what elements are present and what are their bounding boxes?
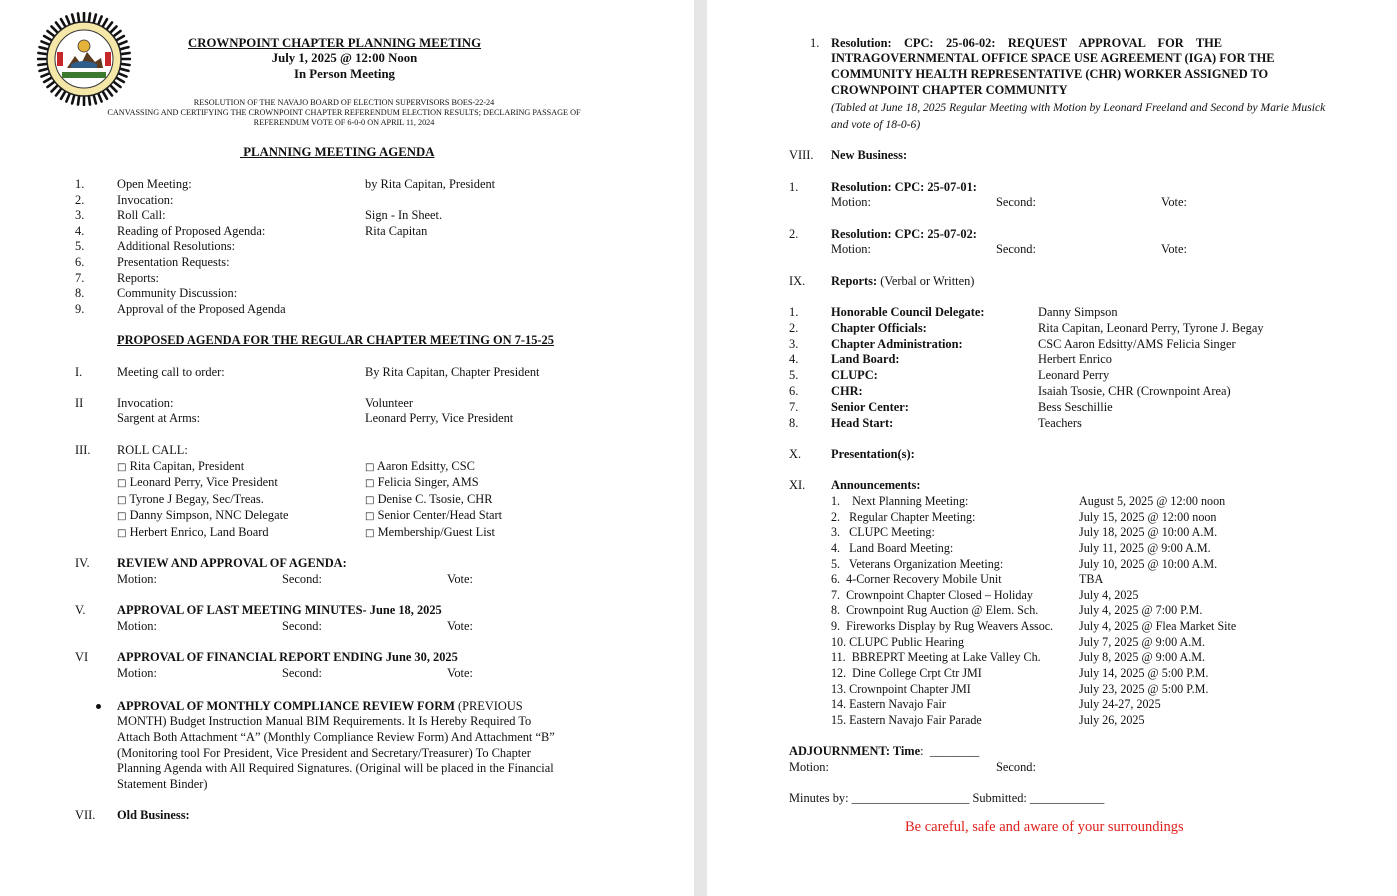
item-number: 4. xyxy=(789,352,799,366)
checkbox-icon[interactable]: □ xyxy=(365,528,375,539)
roll-call-item[interactable] xyxy=(117,475,278,492)
second-label: Second: xyxy=(282,666,322,680)
roll-call-item[interactable] xyxy=(365,492,492,509)
roll-call-item[interactable] xyxy=(117,492,264,509)
checkbox-icon[interactable]: □ xyxy=(365,511,375,522)
section-label: Invocation: xyxy=(117,396,174,410)
section-title: APPROVAL OF FINANCIAL REPORT ENDING June 30, 2025 xyxy=(117,650,458,664)
item-number: 4. xyxy=(75,224,85,238)
item-number: 5. xyxy=(75,239,85,253)
announcement-label: 11. BBREPRT Meeting at Lake Valley Ch. xyxy=(831,650,1041,664)
item-label: Open Meeting: xyxy=(117,177,192,191)
roll-call-item[interactable] xyxy=(117,525,269,542)
resolution-line: COMMUNITY HEALTH REPRESENTATIVE (CHR) WORKER ASSIGNED TO xyxy=(831,67,1269,81)
checkbox-icon[interactable]: □ xyxy=(365,495,375,506)
section-label: ROLL CALL: xyxy=(117,443,188,457)
tabled-note-line: and vote of 18-0-6) xyxy=(831,118,921,131)
meeting-title: CROWNPOINT CHAPTER PLANNING MEETING xyxy=(188,36,482,50)
announcement-value: TBA xyxy=(1079,572,1104,586)
document-page-right xyxy=(707,0,1397,896)
roll-call-name: Danny Simpson, NNC Delegate xyxy=(129,508,289,522)
announcement-label: 5. Veterans Organization Meeting: xyxy=(831,557,1004,571)
bullet-icon xyxy=(96,704,101,709)
item-number: 1. xyxy=(810,36,820,50)
checkbox-icon[interactable]: □ xyxy=(117,478,127,489)
roll-call-name: Membership/Guest List xyxy=(377,525,495,539)
item-label: Community Discussion: xyxy=(117,286,238,300)
section-number: VI xyxy=(75,650,89,664)
vote-label: Vote: xyxy=(1161,195,1187,209)
section-number: V. xyxy=(75,603,86,617)
item-label: Additional Resolutions: xyxy=(117,239,236,253)
report-value: Rita Capitan, Leonard Perry, Tyrone J. Begay xyxy=(1038,321,1264,335)
announcement-value: July 23, 2025 @ 5:00 P.M. xyxy=(1079,682,1209,696)
roll-call-item[interactable] xyxy=(117,508,289,525)
item-number: 2. xyxy=(75,193,85,207)
roll-call-name: Herbert Enrico, Land Board xyxy=(129,525,269,539)
announcement-value: July 14, 2025 @ 5:00 P.M. xyxy=(1079,666,1209,680)
section-number: III. xyxy=(75,443,91,457)
paragraph-line: MONTH) Budget Instruction Manual BIM Requirements. It Is Hereby Required To xyxy=(117,714,532,728)
announcement-value: July 7, 2025 @ 9:00 A.M. xyxy=(1079,635,1206,649)
roll-call-name: Senior Center/Head Start xyxy=(377,508,503,522)
document-page-left xyxy=(0,0,694,896)
section-number: VIII. xyxy=(789,148,814,162)
announcement-label: 2. Regular Chapter Meeting: xyxy=(831,510,976,524)
motion-label: Motion: xyxy=(117,666,157,680)
roll-call-item[interactable] xyxy=(365,459,475,476)
announcement-label: 14. Eastern Navajo Fair xyxy=(831,697,946,711)
adjournment-time-blank: : ________ xyxy=(920,744,980,758)
item-label: Roll Call: xyxy=(117,208,166,222)
second-label: Second: xyxy=(996,760,1036,774)
item-label: Presentation Requests: xyxy=(117,255,230,269)
roll-call-name: Denise C. Tsosie, CHR xyxy=(377,492,493,506)
section-number: II xyxy=(75,396,84,410)
section-title: Announcements: xyxy=(831,478,921,492)
section-value: By Rita Capitan, Chapter President xyxy=(365,365,540,379)
resolution-line-1: RESOLUTION OF THE NAVAJO BOARD OF ELECTION SUPERVISORS BOES-22-24 xyxy=(193,98,495,107)
report-value: Danny Simpson xyxy=(1038,305,1118,319)
section-title: Old Business: xyxy=(117,808,190,822)
planning-agenda-title: PLANNING MEETING AGENDA xyxy=(240,145,435,159)
adjournment-label: ADJOURNMENT: Time xyxy=(789,744,921,758)
item-number: 2. xyxy=(789,227,799,241)
second-label: Second: xyxy=(282,572,322,586)
second-label: Second: xyxy=(996,195,1036,209)
item-number: 1. xyxy=(789,180,799,194)
roll-call-item[interactable] xyxy=(365,508,502,525)
announcement-value: July 10, 2025 @ 10:00 A.M. xyxy=(1079,557,1218,571)
report-label: Chapter Administration: xyxy=(831,337,963,351)
section-number: IV. xyxy=(75,556,90,570)
section-title: Presentation(s): xyxy=(831,447,915,461)
item-label: Approval of the Proposed Agenda xyxy=(117,302,286,316)
announcement-value: July 18, 2025 @ 10:00 A.M. xyxy=(1079,525,1218,539)
item-number: 3. xyxy=(789,337,799,351)
paragraph-line xyxy=(117,699,523,715)
announcement-label: 8. Crownpoint Rug Auction @ Elem. Sch. xyxy=(831,603,1039,617)
motion-label: Motion: xyxy=(117,619,157,633)
motion-label: Motion: xyxy=(831,242,871,256)
roll-call-name: Felicia Singer, AMS xyxy=(377,475,479,489)
item-number: 6. xyxy=(75,255,85,269)
announcement-value: July 15, 2025 @ 12:00 noon xyxy=(1079,510,1217,524)
resolution-title: Resolution: CPC: 25-07-02: xyxy=(831,227,977,241)
report-label: Senior Center: xyxy=(831,400,909,414)
checkbox-icon[interactable]: □ xyxy=(117,511,127,522)
meeting-date-time: July 1, 2025 @ 12:00 Noon xyxy=(271,51,418,65)
report-label: Land Board: xyxy=(831,352,900,366)
item-number: 6. xyxy=(789,384,799,398)
announcement-label: 15. Eastern Navajo Fair Parade xyxy=(831,713,982,727)
resolution-line: Resolution: CPC: 25-06-02: REQUEST APPROVAL FOR THE xyxy=(831,36,1223,50)
section-title: New Business: xyxy=(831,148,908,162)
item-number: 7. xyxy=(789,400,799,414)
vote-label: Vote: xyxy=(1161,242,1187,256)
announcement-value: July 26, 2025 xyxy=(1079,713,1145,727)
item-number: 9. xyxy=(75,302,85,316)
tabled-note-line: (Tabled at June 18, 2025 Regular Meeting with Motion by Leonard Freeland and Second by Marie Musick xyxy=(831,101,1326,114)
second-label: Second: xyxy=(996,242,1036,256)
motion-label: Motion: xyxy=(831,195,871,209)
roll-call-item[interactable] xyxy=(365,475,479,492)
announcement-value: July 4, 2025 xyxy=(1079,588,1139,602)
checkbox-icon[interactable]: □ xyxy=(365,478,375,489)
safety-footer: Be careful, safe and aware of your surroundings xyxy=(905,819,1184,835)
announcement-value: July 24-27, 2025 xyxy=(1079,697,1161,711)
resolution-line-3: REFERENDUM VOTE OF 6-0-0 ON APRIL 11, 2024 xyxy=(253,118,435,127)
reports-title: Reports: xyxy=(831,274,878,288)
reports-suffix: (Verbal or Written) xyxy=(877,274,975,288)
announcement-label: 9. Fireworks Display by Rug Weavers Assoc. xyxy=(831,619,1054,633)
proposed-agenda-title: PROPOSED AGENDA FOR THE REGULAR CHAPTER MEETING ON 7-15-25 xyxy=(117,333,554,347)
paragraph-line: (Monitoring tool For President, Vice President and Secretary/Treasurer) To Chapter xyxy=(117,746,531,760)
section-number: XI. xyxy=(789,478,806,492)
section-label: Sargent at Arms: xyxy=(117,411,201,425)
checkbox-icon[interactable]: □ xyxy=(117,528,127,539)
item-value: Rita Capitan xyxy=(365,224,428,238)
item-number: 7. xyxy=(75,271,85,285)
roll-call-item[interactable] xyxy=(117,459,244,476)
report-label: Honorable Council Delegate: xyxy=(831,305,985,319)
resolution-line: CROWNPOINT CHAPTER COMMUNITY xyxy=(831,83,1068,97)
item-number: 8. xyxy=(789,416,799,430)
roll-call-name: Leonard Perry, Vice President xyxy=(129,475,278,489)
report-label: CHR: xyxy=(831,384,863,398)
vote-label: Vote: xyxy=(447,666,473,680)
section-title: REVIEW AND APPROVAL OF AGENDA: xyxy=(117,556,347,570)
roll-call-name: Tyrone J Begay, Sec/Treas. xyxy=(129,492,264,506)
paragraph-line: Attach Both Attachment “A” (Monthly Compliance Review Form) And Attachment “B” xyxy=(117,730,555,744)
item-number: 2. xyxy=(789,321,799,335)
item-number: 1. xyxy=(789,305,799,319)
checkbox-icon[interactable]: □ xyxy=(117,495,127,506)
report-value: Herbert Enrico xyxy=(1038,352,1112,366)
item-value: by Rita Capitan, President xyxy=(365,177,496,191)
paragraph-line: Statement Binder) xyxy=(117,777,208,791)
roll-call-name: Rita Capitan, President xyxy=(129,459,245,473)
announcement-label: 10. CLUPC Public Hearing xyxy=(831,635,965,649)
announcement-label: 7. Crownpoint Chapter Closed – Holiday xyxy=(831,588,1033,602)
section-title xyxy=(831,274,974,290)
item-label: Reading of Proposed Agenda: xyxy=(117,224,266,238)
report-value: Leonard Perry xyxy=(1038,368,1110,382)
announcement-value: July 4, 2025 @ Flea Market Site xyxy=(1079,619,1237,633)
announcement-value: August 5, 2025 @ 12:00 noon xyxy=(1079,494,1226,508)
second-label: Second: xyxy=(282,619,322,633)
announcement-label: 6. 4-Corner Recovery Mobile Unit xyxy=(831,572,1002,586)
section-title: APPROVAL OF LAST MEETING MINUTES- June 18, 2025 xyxy=(117,603,442,617)
report-value: Bess Seschillie xyxy=(1038,400,1113,414)
announcement-label: 13. Crownpoint Chapter JMI xyxy=(831,682,971,696)
item-value: Sign - In Sheet. xyxy=(365,208,443,222)
navajo-nation-seal xyxy=(37,12,131,106)
section-value: Volunteer xyxy=(365,396,413,410)
item-label: Reports: xyxy=(117,271,159,285)
item-number: 3. xyxy=(75,208,85,222)
vote-label: Vote: xyxy=(447,619,473,633)
report-label: CLUPC: xyxy=(831,368,878,382)
roll-call-item[interactable] xyxy=(365,525,495,542)
resolution-line: INTRAGOVERNMENTAL OFFICE SPACE USE AGREEMENT (IGA) FOR THE xyxy=(831,51,1275,65)
section-label: Meeting call to order: xyxy=(117,365,225,379)
report-label: Head Start: xyxy=(831,416,894,430)
resolution-title: Resolution: CPC: 25-07-01: xyxy=(831,180,977,194)
report-label: Chapter Officials: xyxy=(831,321,927,335)
announcement-value: July 8, 2025 @ 9:00 A.M. xyxy=(1079,650,1206,664)
announcement-label: 4. Land Board Meeting: xyxy=(831,541,954,555)
section-value: Leonard Perry, Vice President xyxy=(365,411,514,425)
section-number: VII. xyxy=(75,808,96,822)
item-label: Invocation: xyxy=(117,193,174,207)
item-number: 8. xyxy=(75,286,85,300)
announcement-label: 3. CLUPC Meeting: xyxy=(831,525,935,539)
meeting-mode: In Person Meeting xyxy=(294,67,395,81)
item-number: 1. xyxy=(75,177,85,191)
vote-label: Vote: xyxy=(447,572,473,586)
minutes-submitted-line: Minutes by: ___________________ Submitted: ____________ xyxy=(789,791,1105,805)
motion-label: Motion: xyxy=(117,572,157,586)
adjournment-line xyxy=(789,744,979,760)
report-value: Isaiah Tsosie, CHR (Crownpoint Area) xyxy=(1038,384,1231,398)
paragraph-text: (PREVIOUS xyxy=(454,699,523,713)
item-number: 5. xyxy=(789,368,799,382)
checkbox-icon[interactable]: □ xyxy=(365,462,375,473)
announcement-value: July 4, 2025 @ 7:00 P.M. xyxy=(1079,603,1203,617)
announcement-label: 1. Next Planning Meeting: xyxy=(831,494,969,508)
checkbox-icon[interactable]: □ xyxy=(117,462,127,473)
announcement-label: 12. Dine College Crpt Ctr JMI xyxy=(831,666,982,680)
paragraph-bold: APPROVAL OF MONTHLY COMPLIANCE REVIEW FORM xyxy=(117,699,455,713)
report-value: CSC Aaron Edsitty/AMS Felicia Singer xyxy=(1038,337,1236,351)
announcement-value: July 11, 2025 @ 9:00 A.M. xyxy=(1079,541,1211,555)
report-value: Teachers xyxy=(1038,416,1082,430)
section-number: IX. xyxy=(789,274,806,288)
roll-call-name: Aaron Edsitty, CSC xyxy=(376,459,475,473)
section-number: I. xyxy=(75,365,83,379)
paragraph-line: Planning Agenda with All Required Signatures. (Original will be placed in the Financial xyxy=(117,761,554,775)
resolution-line-2: CANVASSING AND CERTIFYING THE CROWNPOINT CHAPTER REFERENDUM ELECTION RESULTS; DECLARING PASSAGE OF xyxy=(107,108,581,117)
section-number: X. xyxy=(789,447,802,461)
motion-label: Motion: xyxy=(789,760,829,774)
